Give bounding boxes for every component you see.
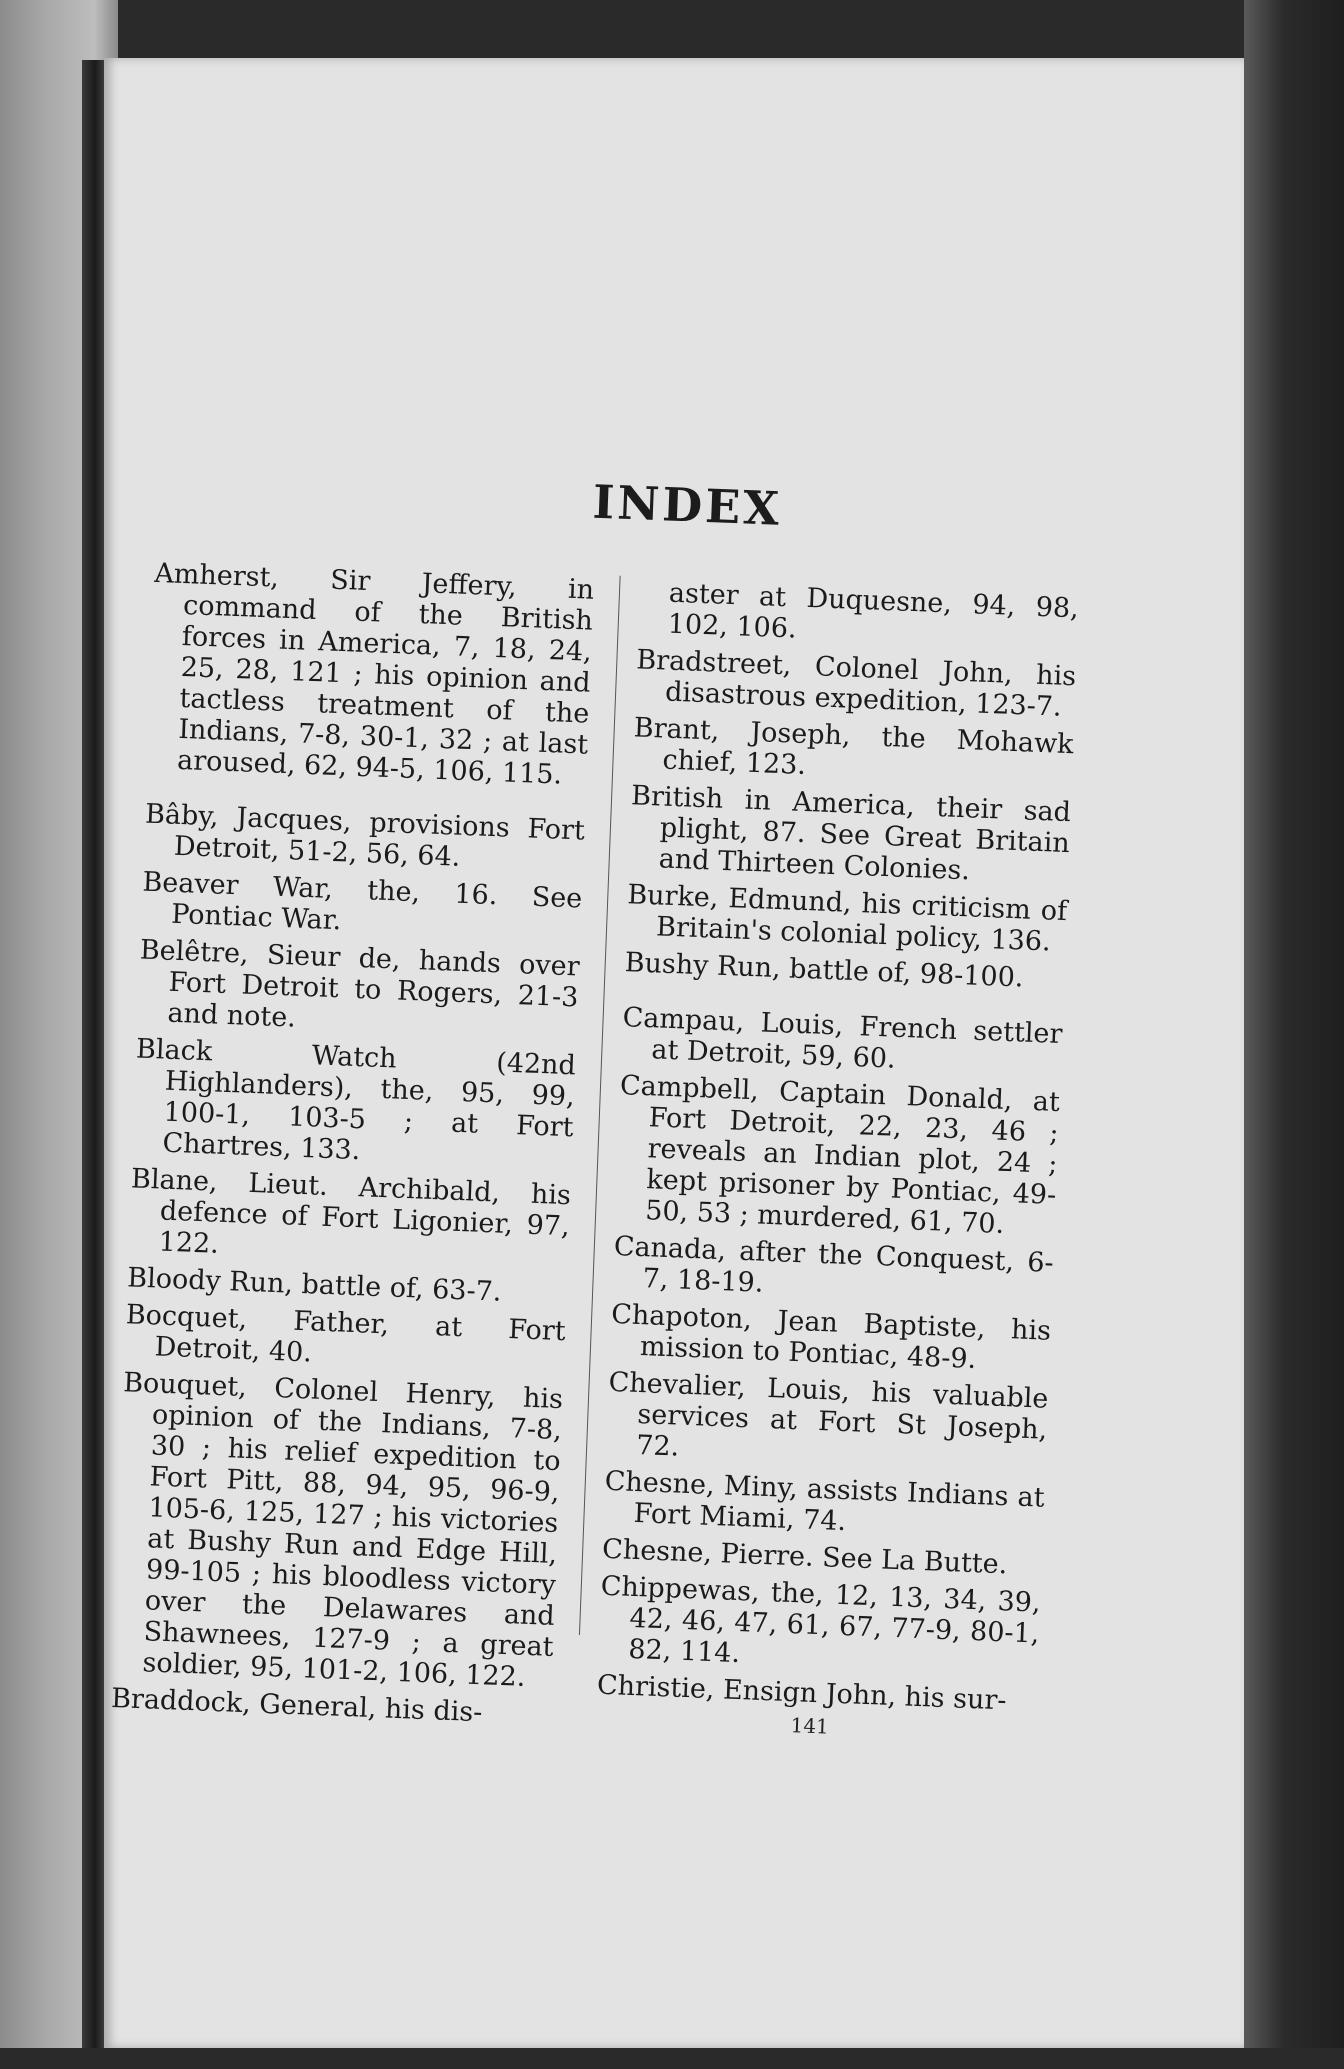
index-entry-beletre: Belêtre, Sieur de, hands over Fort Detroit to Rogers, 21-3 and note. (139, 934, 581, 1034)
index-entry-campbell: Campbell, Captain Donald, at Fort Detroit, 22, 23, 46 ; reveals an Indian plot, 24 ; kept prisoner by Pontiac, 49-50, 53 ; murdered, 61, 70. (619, 1070, 1061, 1240)
index-entry-chesne-miny: Chesne, Miny, assists Indians at Fort Miami, 74. (604, 1465, 1046, 1538)
page-content (59, 37, 1275, 2069)
index-entry-burke: Burke, Edmund, his criticism of Britain's colonial policy, 136. (626, 879, 1068, 958)
page-title: INDEX (591, 474, 783, 536)
index-entry-braddock-continued: aster at Duquesne, 94, 98, 102, 106. (667, 577, 1080, 645)
index-entry-chippewas: Chippewas, the, 12, 13, 34, 39, 42, 46, 47, 61, 67, 77-9, 80-1, 82, 114. (600, 1570, 1042, 1670)
index-entry-blane: Blane, Lieut. Archibald, his defence of Fort Ligonier, 97, 122. (130, 1163, 572, 1260)
page-number: 141 (790, 1713, 830, 1739)
index-entry-chesne-pierre: Chesne, Pierre. See La Butte. (601, 1533, 1008, 1581)
index-entry-bradstreet: Bradstreet, Colonel John, his disastrous expedition, 123-7. (635, 644, 1077, 723)
left-column (110, 558, 594, 1737)
index-entry-brant: Brant, Joseph, the Mohawk chief, 123. (633, 712, 1075, 781)
index-entry-bloody-run: Bloody Run, battle of, 63-7. (126, 1262, 503, 1308)
index-entry-braddock: Braddock, General, his dis- (110, 1683, 483, 1729)
index-entry-chevalier: Chevalier, Louis, his valuable services at Fort St Joseph, 72. (608, 1366, 1049, 1463)
right-column (596, 576, 1079, 1723)
index-page (104, 58, 1244, 2048)
index-entry-amherst: Amherst, Sir Jeffery, in command of the British forces in America, 7, 18, 24, 25, 28, 121 ; his opinion and tactless treatment of the Indians, 7-8, 30-1, 32 ; at last aroused, 62, 94-5, 106, 115. (153, 557, 595, 791)
index-entry-bocquet: Bocquet, Father, at Fort Detroit, 40. (125, 1299, 567, 1369)
index-entry-bushy-run: Bushy Run, battle of, 98-100. (624, 947, 1025, 994)
index-entry-british: British in America, their sad plight, 87. See Great Britain and Thirteen Colonies. (630, 780, 1072, 887)
index-entry-beaver-war: Beaver War, the, 16. See Pontiac War. (141, 866, 583, 937)
index-entry-christie: Christie, Ensign John, his sur- (596, 1669, 1008, 1717)
index-entry-canada: Canada, after the Conquest, 6-7, 18-19. (613, 1230, 1055, 1299)
index-entry-campau: Campau, Louis, French settler at Detroit, 59, 60. (622, 1002, 1063, 1075)
index-entry-chapoton: Chapoton, Jean Baptiste, his mission to Pontiac, 48-9. (610, 1298, 1052, 1375)
index-entry-bouquet: Bouquet, Colonel Henry, his opinion of the Indians, 7-8, 30 ; his relief expedition to Fort Pitt, 88, 94, 95, 96-9, 105-6, 125, 127 ; his victories at Bushy Run and Edge Hill, 99-105 ; his bloodless victory over the Delawares and Shawnees, 127-9 ; a great soldier, 95, 101-2, 106, 122. (122, 1367, 564, 1693)
index-entry-baby: Bâby, Jacques, provisions Fort Detroit, 51-2, 56, 64. (144, 798, 586, 873)
index-entry-black-watch: Black Watch (42nd Highlanders), the, 95, 99, 100-1, 103-5 ; at Fort Chartres, 133. (135, 1033, 577, 1167)
